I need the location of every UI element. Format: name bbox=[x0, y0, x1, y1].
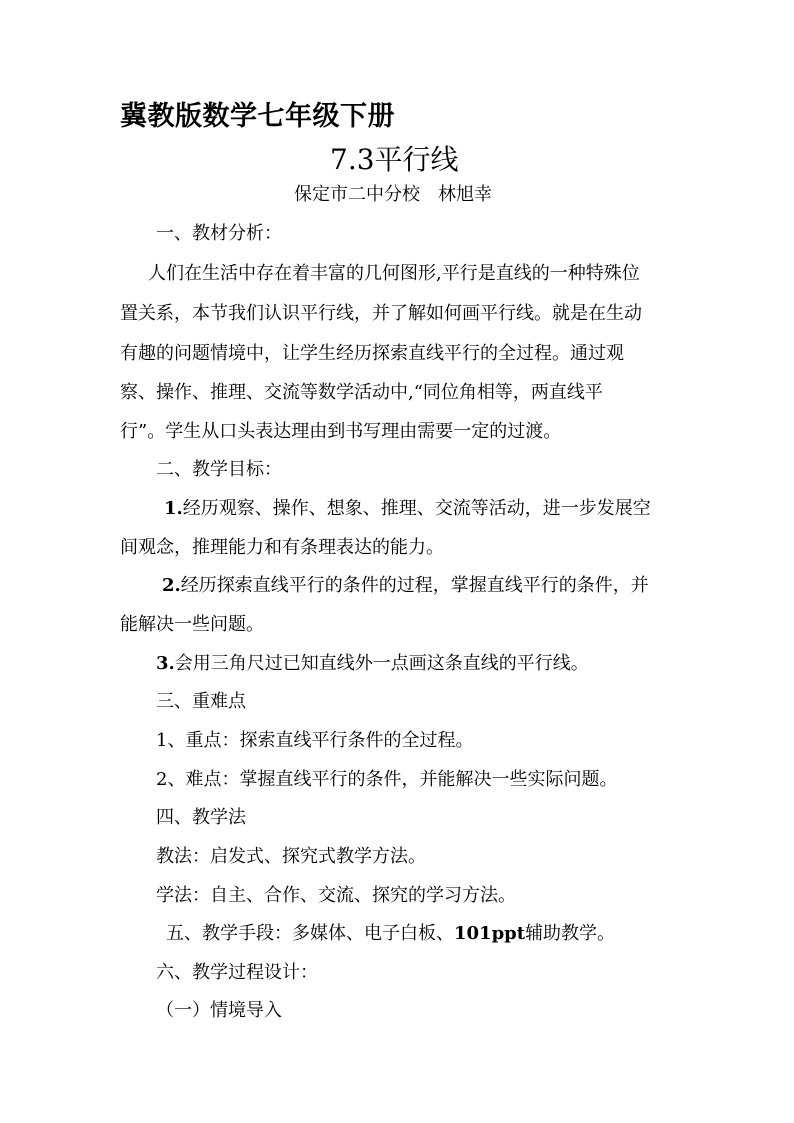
key-point-item: 1、重点：探索直线平行条件的全过程。 bbox=[156, 730, 474, 751]
goal-1-line-2: 间观念，推理能力和有条理表达的能力。 bbox=[120, 537, 444, 558]
section-heading-teaching-means bbox=[166, 922, 615, 946]
goal-3-number: 3. bbox=[156, 653, 175, 674]
goal-1-number: 1. bbox=[164, 498, 183, 519]
section-heading-process-design: 六、教学过程设计： bbox=[156, 962, 318, 983]
goal-1-text: 经历观察、操作、想象、推理、交流等活动，进一步发展空 bbox=[182, 498, 651, 519]
author-line: 保定市二中分校 林旭幸 bbox=[294, 184, 492, 205]
goal-2-text: 经历探索直线平行的条件的过程，掌握直线平行的条件，并 bbox=[180, 575, 649, 596]
teaching-means-suffix: 辅助教学。 bbox=[525, 923, 616, 944]
goal-2-line-2: 能解决一些问题。 bbox=[120, 614, 264, 635]
teaching-means-ppt: 101ppt bbox=[454, 923, 526, 944]
paragraph-line: 察、操作、推理、交流等数学活动中,“同位角相等，两直线平 bbox=[120, 382, 603, 403]
difficult-point-item: 2、难点：掌握直线平行的条件，并能解决一些实际问题。 bbox=[156, 769, 618, 790]
paragraph-line: 有趣的问题情境中，让学生经历探索直线平行的全过程。通过观 bbox=[120, 343, 624, 364]
learning-method: 学法：自主、合作、交流、探究的学习方法。 bbox=[156, 885, 516, 906]
paragraph-line: 人们在生活中存在着丰富的几何图形,平行是直线的一种特殊位 bbox=[148, 263, 640, 284]
section-heading-methods: 四、教学法 bbox=[156, 807, 246, 828]
paragraph-line: 行”。学生从口头表达理由到书写理由需要一定的过渡。 bbox=[120, 421, 562, 442]
section-heading-teaching-goals: 二、教学目标： bbox=[156, 459, 282, 480]
goal-1-line-1 bbox=[164, 497, 651, 521]
goal-2-line-1 bbox=[162, 574, 649, 598]
goal-2-number: 2. bbox=[162, 575, 181, 596]
goal-3-line bbox=[156, 652, 589, 676]
goal-3-text: 会用三角尺过已知直线外一点画这条直线的平行线。 bbox=[174, 653, 589, 674]
paragraph-line: 置关系，本节我们认识平行线，并了解如何画平行线。就是在生动 bbox=[120, 303, 642, 324]
section-heading-key-points: 三、重难点 bbox=[156, 691, 246, 712]
document-title: 冀教版数学七年级下册 bbox=[120, 101, 395, 132]
teaching-means-prefix: 五、教学手段：多媒体、电子白板、 bbox=[166, 923, 454, 944]
teaching-method: 教法：启发式、探究式教学方法。 bbox=[156, 846, 426, 867]
section-heading-material-analysis: 一、教材分析： bbox=[156, 223, 282, 244]
lesson-title: 7.3平行线 bbox=[330, 143, 459, 176]
subsection-heading-situation-intro: （一）情境导入 bbox=[156, 1000, 282, 1021]
